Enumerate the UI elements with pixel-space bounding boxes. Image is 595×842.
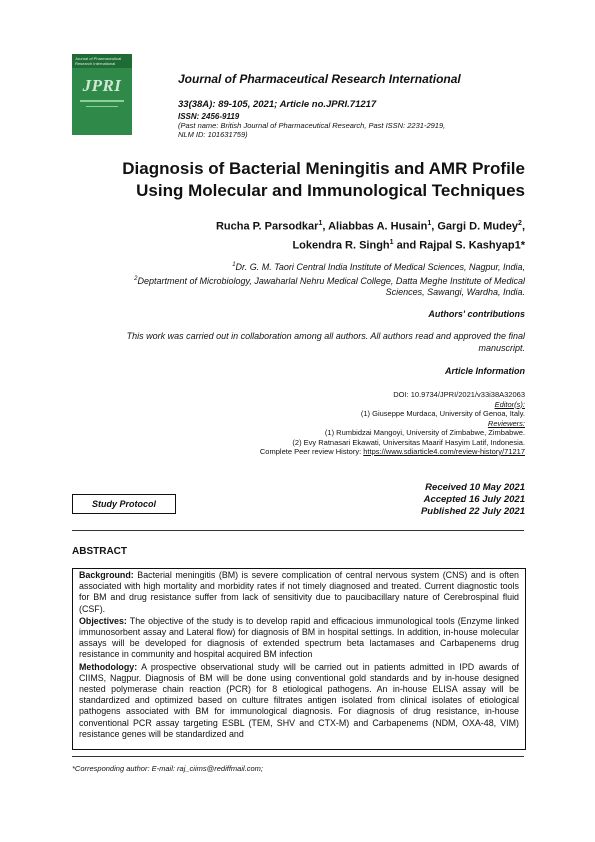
article-info [105,390,525,457]
received-date: Received 10 May 2021 [425,482,525,493]
affiliation-sup: 1 [232,262,236,268]
cover-logo: JPRI [82,76,122,95]
author-separator: , [521,220,525,233]
abstract-heading: ABSTRACT [72,546,127,557]
author-name: Gargi D. Mudey [437,220,519,233]
contributions-line-2: manuscript. [478,343,525,353]
editor-entry: (1) Giuseppe Murdaca, University of Genoa, Italy. [360,409,525,418]
published-date: Published 22 July 2021 [420,506,525,517]
objectives-label: Objectives: [79,615,127,626]
journal-title: Journal of Pharmaceutical Research International [178,72,461,86]
paper-title-line-2: Using Molecular and Immunological Techniques [136,181,525,200]
author-affil-sup: 1 [389,238,394,246]
abstract-methodology [73,661,525,740]
affiliation-sup: 2 [134,275,138,282]
journal-cover-image [72,54,132,135]
past-name-line-1: (Past name: British Journal of Pharmaceutical Research, Past ISSN: 2231-2919, [178,121,446,130]
author-line-1 [125,216,525,235]
abstract-objectives [73,615,525,661]
issn: ISSN: 2456-9119 [178,112,240,121]
section-divider [72,530,524,531]
peer-review-history [105,447,525,457]
author-affil-sup: 2 [518,220,522,227]
author-list [125,216,525,253]
author-separator: , [322,220,329,233]
past-name-line-2: NLM ID: 101631759) [178,130,248,139]
author-line-2 [125,235,525,254]
publication-dates [421,482,525,518]
author-name: Lokendra R. Singh [292,239,390,252]
objectives-text: The objective of the study is to develop rapid and efficacious immunological tools (Enzyme linked immunosorbent assay and Lateral flow) for diagnosis of BM in hospital settings. In addition, in-house molecular assays will be developed for diagnosis of extended spectrum beta lactamases and Carbapenems drug resistance in community and hospital acquired BM infection [79,615,519,660]
peer-review-label: Complete Peer review History: [259,447,364,456]
doi: DOI: 10.9734/JPRI/2021/v33i38A32063 [393,390,525,399]
cover-band-text: Journal of Pharmaceutical Research International [75,56,122,66]
reviewer-entry: (2) Evy Ratnasari Ekawati, Universitas Maarif Hasyim Latif, Indonesia. [292,437,525,447]
cover-band [72,54,132,68]
affiliations [65,260,525,299]
corresponding-author-footnote: *Corresponding author: E-mail: raj_ciims@rediffmail.com; [72,764,264,773]
contributions-line-1: This work was carried out in collaboration among all authors. All authors read and approved the final [126,331,525,341]
citation: 33(38A): 89-105, 2021; Article no.JPRI.71217 [178,99,377,110]
author-affil-sup: 1 [427,220,432,227]
cover-decoration [80,100,124,102]
affiliation-1 [65,260,525,274]
author-separator: and [393,239,420,252]
footnote-divider [72,756,524,757]
paper-title-line-1: Diagnosis of Bacterial Meningitis and AMR Profile [122,159,525,178]
background-text: Bacterial meningitis (BM) is severe complication of central nervous system (CNS) and is often associated with high mortality and morbidity rates if not timely diagnosed and treated. Current diagnostic tools for BM and drug resistance suffer from lack of sensitivity due to paucibacillary nature of Cerebrospinal fluid (CSF). [79,570,519,614]
abstract-box [72,568,526,750]
editors-label: Editor(s): [494,399,525,409]
author-name: Rajpal S. Kashyap1* [419,239,525,252]
methodology-text: A prospective observational study will be carried out in patients admitted in IPD awards of CIIMS, Nagpur. Diagnosis of BM will be done using conventional gold standards and by in-house designed nested polymerase chain reaction (PCR) for 8 etiological pathogens. An in-house ELISA assay will be standardized and optimized based on culture filtrates antigen isolated from clinical isolates of etiological pathogens associated with BM for immunological diagnosis. For diagnosis of drug resistance, in-house conventional PCR assay targeting ESBL (TEM, SHV and CTX-M) and Carbapenems (NDM, OXA-48, VIM) resistance genes will be standardized and [79,661,519,739]
methodology-label: Methodology: [79,661,138,672]
affiliation-text: Deptartment of Microbiology, Jawaharlal Nehru Medical College, Datta Meghe Institute of Medical [137,275,525,286]
cover-decoration-2 [86,106,118,107]
author-affil-sup: 1 [318,220,323,227]
paper-title [60,158,525,202]
author-name: Rucha P. Parsodkar [215,220,319,233]
accepted-date: Accepted 16 July 2021 [423,494,525,505]
author-name: Aliabbas A. Husain [328,220,428,233]
abstract-background [73,569,525,615]
article-type-badge: Study Protocol [72,494,176,514]
reviewers-label: Reviewers: [487,418,525,428]
background-label: Background: [79,570,134,580]
affiliation-text: Dr. G. M. Taori Central India Institute of Medical Sciences, Nagpur, India, [235,262,525,272]
affiliation-2-cont: Sciences, Sawangi, Wardha, India. [385,287,525,297]
contributions-text [65,330,525,354]
article-info-heading: Article Information [444,366,525,376]
reviewer-entry: (1) Rumbidzai Mangoyi, University of Zimbabwe, Zimbabwe. [324,428,525,437]
contributions-heading: Authors' contributions [428,309,525,319]
author-separator: , [431,220,438,233]
affiliation-2 [65,274,525,288]
peer-review-link[interactable]: https://www.sdiarticle4.com/review-history/71217 [363,447,525,456]
